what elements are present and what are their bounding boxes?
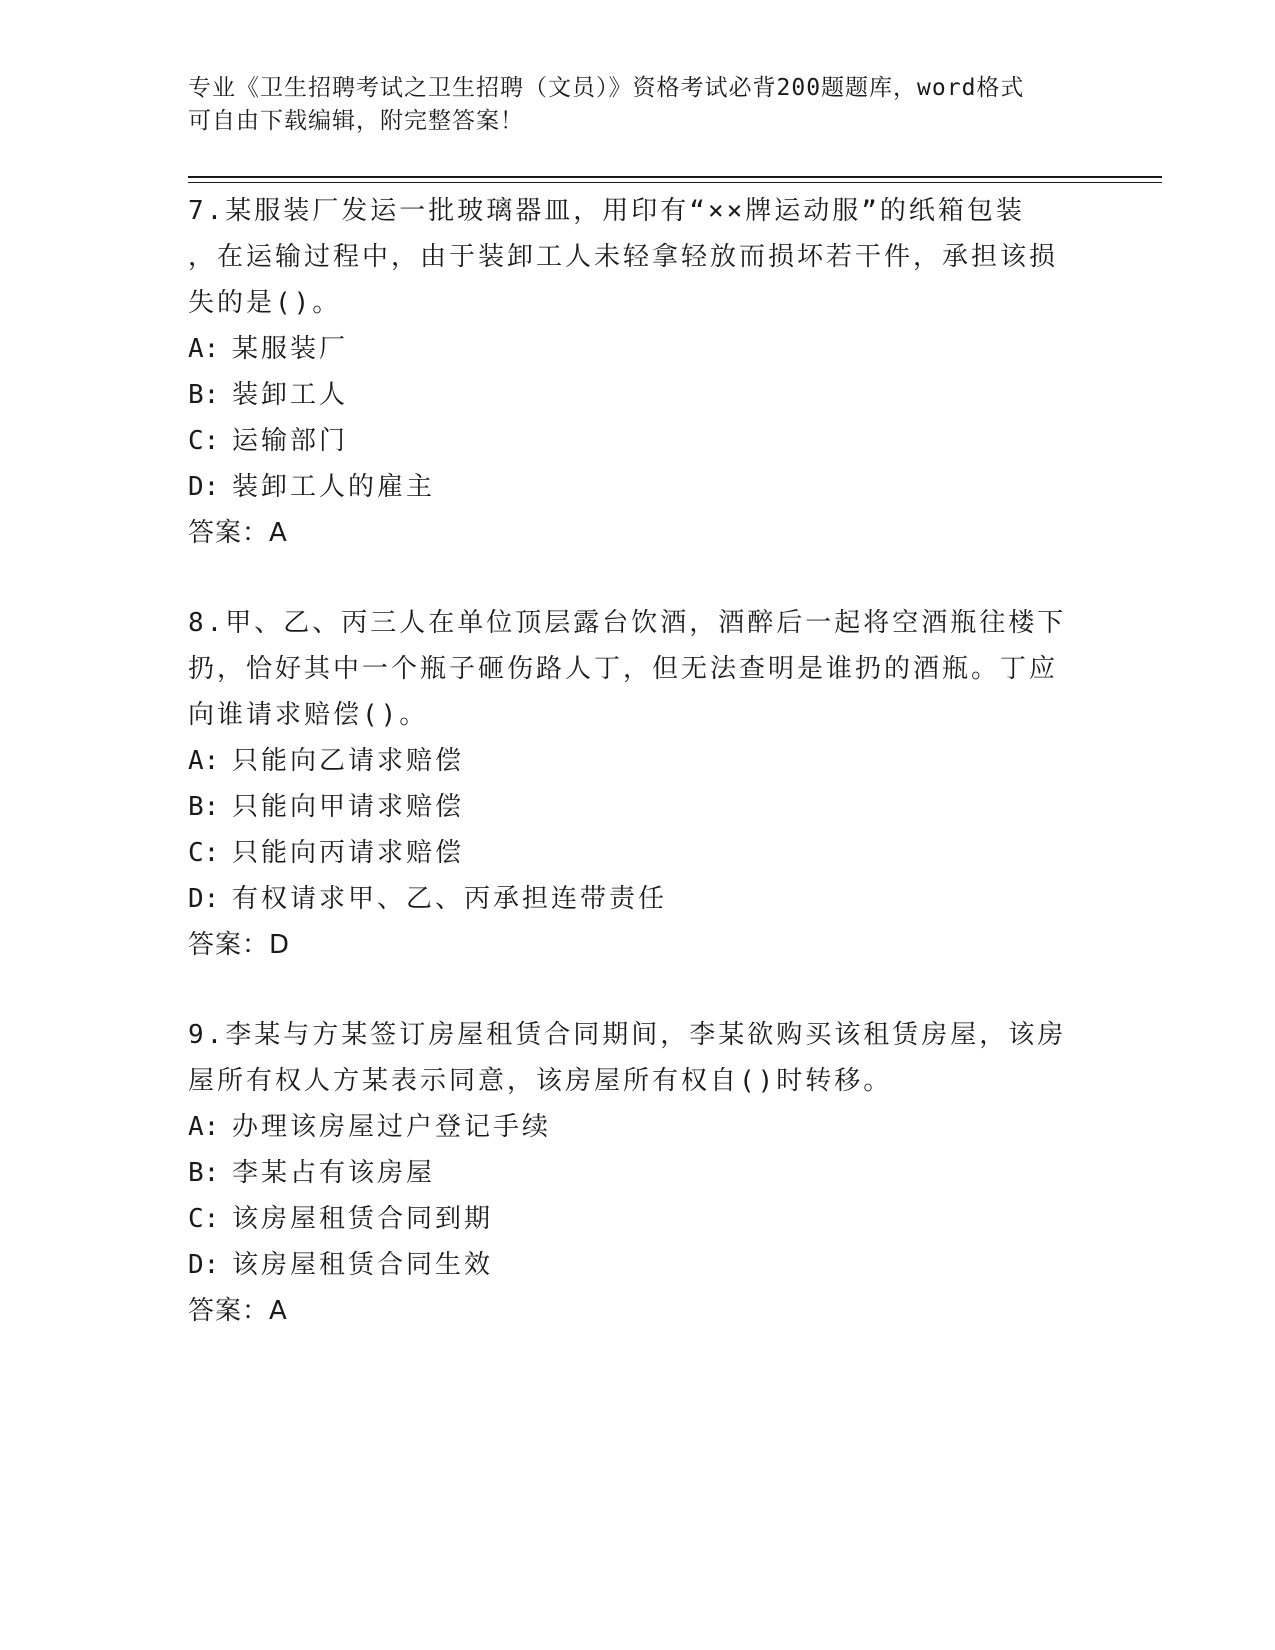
option-text: 装卸工人 (232, 380, 349, 410)
header-line-1: 专业《卫生招聘考试之卫生招聘（文员）》资格考试必背200题题库，word格式 (188, 75, 1025, 101)
option-a (188, 1104, 1068, 1150)
option-a (188, 326, 1068, 372)
option-text: 只能向甲请求赔偿 (232, 792, 465, 822)
option-text: 某服装厂 (232, 334, 349, 364)
option-d (188, 876, 1068, 922)
option-b (188, 784, 1068, 830)
option-letter: A: (188, 334, 220, 364)
option-letter: A: (188, 1112, 220, 1142)
option-letter: A: (188, 746, 220, 776)
question-block-8 (188, 600, 1068, 968)
header-divider-thick (188, 176, 1162, 178)
answer-label: 答案：A (188, 1296, 288, 1326)
option-d (188, 464, 1068, 510)
question-block-9 (188, 1012, 1068, 1334)
question-text-line: 向谁请求赔偿()。 (188, 700, 429, 730)
header-divider-thin (188, 182, 1162, 183)
option-text: 只能向丙请求赔偿 (232, 838, 465, 868)
option-text: 办理该房屋过户登记手续 (232, 1112, 552, 1142)
option-c (188, 830, 1068, 876)
question-text-line: ，在运输过程中，由于装卸工人未轻拿轻放而损坏若干件，承担该损 (188, 242, 1059, 272)
option-a (188, 738, 1068, 784)
option-text: 运输部门 (232, 426, 349, 456)
option-b (188, 1150, 1068, 1196)
option-c (188, 418, 1068, 464)
option-text: 该房屋租赁合同到期 (232, 1204, 494, 1234)
option-letter: C: (188, 838, 220, 868)
question-text-line: 扔，恰好其中一个瓶子砸伤路人丁，但无法查明是谁扔的酒瓶。丁应 (188, 654, 1059, 684)
option-letter: C: (188, 1204, 220, 1234)
option-text: 装卸工人的雇主 (232, 472, 436, 502)
option-letter: C: (188, 426, 220, 456)
question-text-line: 屋所有权人方某表示同意，该房屋所有权自()时转移。 (188, 1066, 893, 1096)
option-letter: D: (188, 884, 220, 914)
option-letter: B: (188, 792, 220, 822)
option-letter: D: (188, 472, 220, 502)
option-d (188, 1242, 1068, 1288)
question-text-line: 7.某服装厂发运一批玻璃器皿，用印有“××牌运动服”的纸箱包装 (188, 196, 1025, 226)
option-c (188, 1196, 1068, 1242)
answer-label: 答案：A (188, 518, 288, 548)
option-text: 该房屋租赁合同生效 (232, 1250, 494, 1280)
option-letter: B: (188, 380, 220, 410)
question-text-line: 8.甲、乙、丙三人在单位顶层露台饮酒，酒醉后一起将空酒瓶往楼下 (188, 608, 1067, 638)
option-text: 有权请求甲、乙、丙承担连带责任 (232, 884, 668, 914)
option-text: 只能向乙请求赔偿 (232, 746, 465, 776)
question-text-line: 失的是()。 (188, 288, 342, 318)
option-letter: B: (188, 1158, 220, 1188)
header-line-2: 可自由下载编辑，附完整答案！ (188, 108, 524, 134)
option-text: 李某占有该房屋 (232, 1158, 436, 1188)
option-b (188, 372, 1068, 418)
question-text-line: 9.李某与方某签订房屋租赁合同期间，李某欲购买该租赁房屋，该房 (188, 1020, 1067, 1050)
question-block-7 (188, 188, 1068, 556)
document-header (188, 72, 1068, 138)
option-letter: D: (188, 1250, 220, 1280)
answer-label: 答案：D (188, 930, 291, 960)
